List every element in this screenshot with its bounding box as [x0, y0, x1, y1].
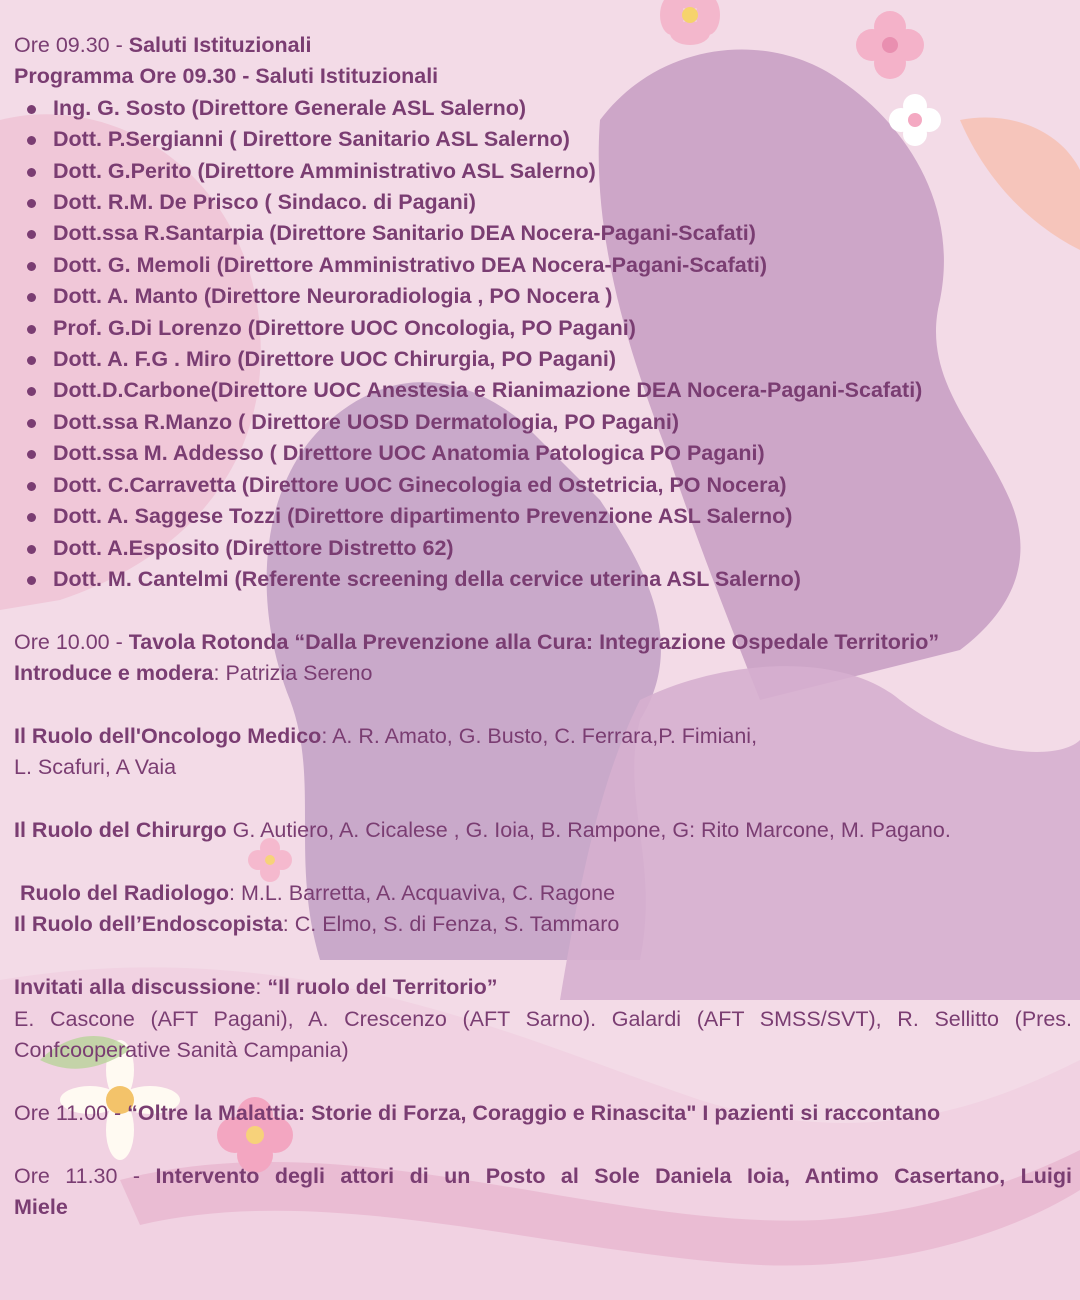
- session-1000-title: Tavola Rotonda “Dalla Prevenzione alla Cura: Integrazione Ospedale Territorio”: [128, 629, 940, 654]
- speaker-item: Dott. A. Manto (Direttore Neuroradiologia , PO Nocera ): [53, 281, 1072, 312]
- session-1130-title: Intervento degli attori di un Posto al Sole Daniela Ioia, Antimo Casertano, Luigi: [155, 1163, 1072, 1188]
- role-label: Il Ruolo del Chirurgo: [14, 818, 227, 843]
- speaker-item: Dott.D.Carbone(Direttore UOC Anestesia e Rianimazione DEA Nocera-Pagani-Scafati): [53, 375, 1072, 406]
- role-names: M.L. Barretta, A. Acquaviva, C. Ragone: [240, 880, 616, 905]
- discussion-heading: Invitati alla discussione: “Il ruolo del Territorio”: [14, 975, 498, 1000]
- session-0930-heading: [14, 30, 1072, 61]
- role-names: C. Elmo, S. di Fenza, S. Tammaro: [294, 912, 620, 937]
- speaker-list: [14, 93, 1072, 596]
- speaker-item: Dott. R.M. De Prisco ( Sindaco. di Pagani): [53, 187, 1072, 218]
- role-label: Il Ruolo dell’Endoscopista: [14, 912, 283, 937]
- session-1000-heading: [14, 627, 1072, 658]
- session-1100-time: Ore 11.00 -: [14, 1100, 128, 1125]
- role-names: A. R. Amato, G. Busto, C. Ferrara,P. Fimiani,: [332, 723, 758, 748]
- moderator-line: Introduce e modera: Patrizia Sereno: [14, 661, 373, 686]
- role-names-continued: L. Scafuri, A Vaia: [14, 755, 177, 780]
- moderator-label: Introduce e modera: [14, 661, 214, 686]
- session-1100-heading: [14, 1098, 1072, 1129]
- session-0930-time: Ore 09.30 -: [14, 33, 129, 57]
- speaker-item: Dott. C.Carravetta (Direttore UOC Ginecologia ed Ostetricia, PO Nocera): [53, 470, 1072, 501]
- role-radiologist: Ruolo del Radiologo: M.L. Barretta, A. Acquaviva, C. Ragone: [20, 880, 616, 905]
- role-label: Il Ruolo dell'Oncologo Medico: [14, 723, 322, 748]
- speaker-item: Dott. G. Memoli (Direttore Amministrativo DEA Nocera-Pagani-Scafati): [53, 250, 1072, 281]
- program-content: [14, 30, 1072, 1223]
- speaker-item: Dott.ssa R.Santarpia (Direttore Sanitario DEA Nocera-Pagani-Scafati): [53, 218, 1072, 249]
- speaker-item: Dott. A.Esposito (Direttore Distretto 62): [53, 533, 1072, 564]
- role-label: Ruolo del Radiologo: [20, 880, 230, 905]
- discussion-label: Invitati alla discussione: [14, 975, 256, 1000]
- speaker-item: Dott. P.Sergianni ( Direttore Sanitario ASL Salerno): [53, 124, 1072, 155]
- speaker-item: Dott.ssa R.Manzo ( Direttore UOSD Dermatologia, PO Pagani): [53, 407, 1072, 438]
- speaker-item: Ing. G. Sosto (Direttore Generale ASL Salerno): [53, 93, 1072, 124]
- role-names: G. Autiero, A. Cicalese , G. Ioia, B. Rampone, G: Rito Marcone, M. Pagano.: [232, 818, 951, 843]
- session-1130-title-continued: Miele: [14, 1194, 68, 1219]
- discussion-title: “Il ruolo del Territorio”: [267, 975, 498, 1000]
- role-endoscopist: Il Ruolo dell’Endoscopista: C. Elmo, S. di Fenza, S. Tammaro: [14, 912, 620, 937]
- session-0930-title: Saluti Istituzionali: [128, 33, 312, 57]
- session-1130-heading: [14, 1161, 1072, 1192]
- session-1000-time: Ore 10.00 -: [14, 629, 129, 654]
- session-1100-title: “Oltre la Malattia: Storie di Forza, Coraggio e Rinascita" I pazienti si raccontano: [127, 1100, 941, 1125]
- moderator-name: Patrizia Sereno: [225, 661, 373, 686]
- program-line: Programma Ore 09.30 - Saluti Istituzionali: [14, 64, 439, 89]
- speaker-item: Dott. A. Saggese Tozzi (Direttore dipartimento Prevenzione ASL Salerno): [53, 501, 1072, 532]
- session-1130-time: Ore 11.30 -: [14, 1163, 156, 1188]
- discussion-names: E. Cascone (AFT Pagani), A. Crescenzo (AFT Sarno). Galardi (AFT SMSS/SVT), R. Sellitto (Pres. Confcooperative Sanità Campania): [14, 1006, 1072, 1062]
- role-oncologist: Il Ruolo dell'Oncologo Medico: A. R. Amato, G. Busto, C. Ferrara,P. Fimiani,: [14, 723, 758, 748]
- speaker-item: Dott. G.Perito (Direttore Amministrativo ASL Salerno): [53, 156, 1072, 187]
- speaker-item: Prof. G.Di Lorenzo (Direttore UOC Oncologia, PO Pagani): [53, 313, 1072, 344]
- speaker-item: Dott.ssa M. Addesso ( Direttore UOC Anatomia Patologica PO Pagani): [53, 438, 1072, 469]
- speaker-item: Dott. M. Cantelmi (Referente screening della cervice uterina ASL Salerno): [53, 564, 1072, 595]
- role-surgeon: [14, 815, 1072, 846]
- speaker-item: Dott. A. F.G . Miro (Direttore UOC Chirurgia, PO Pagani): [53, 344, 1072, 375]
